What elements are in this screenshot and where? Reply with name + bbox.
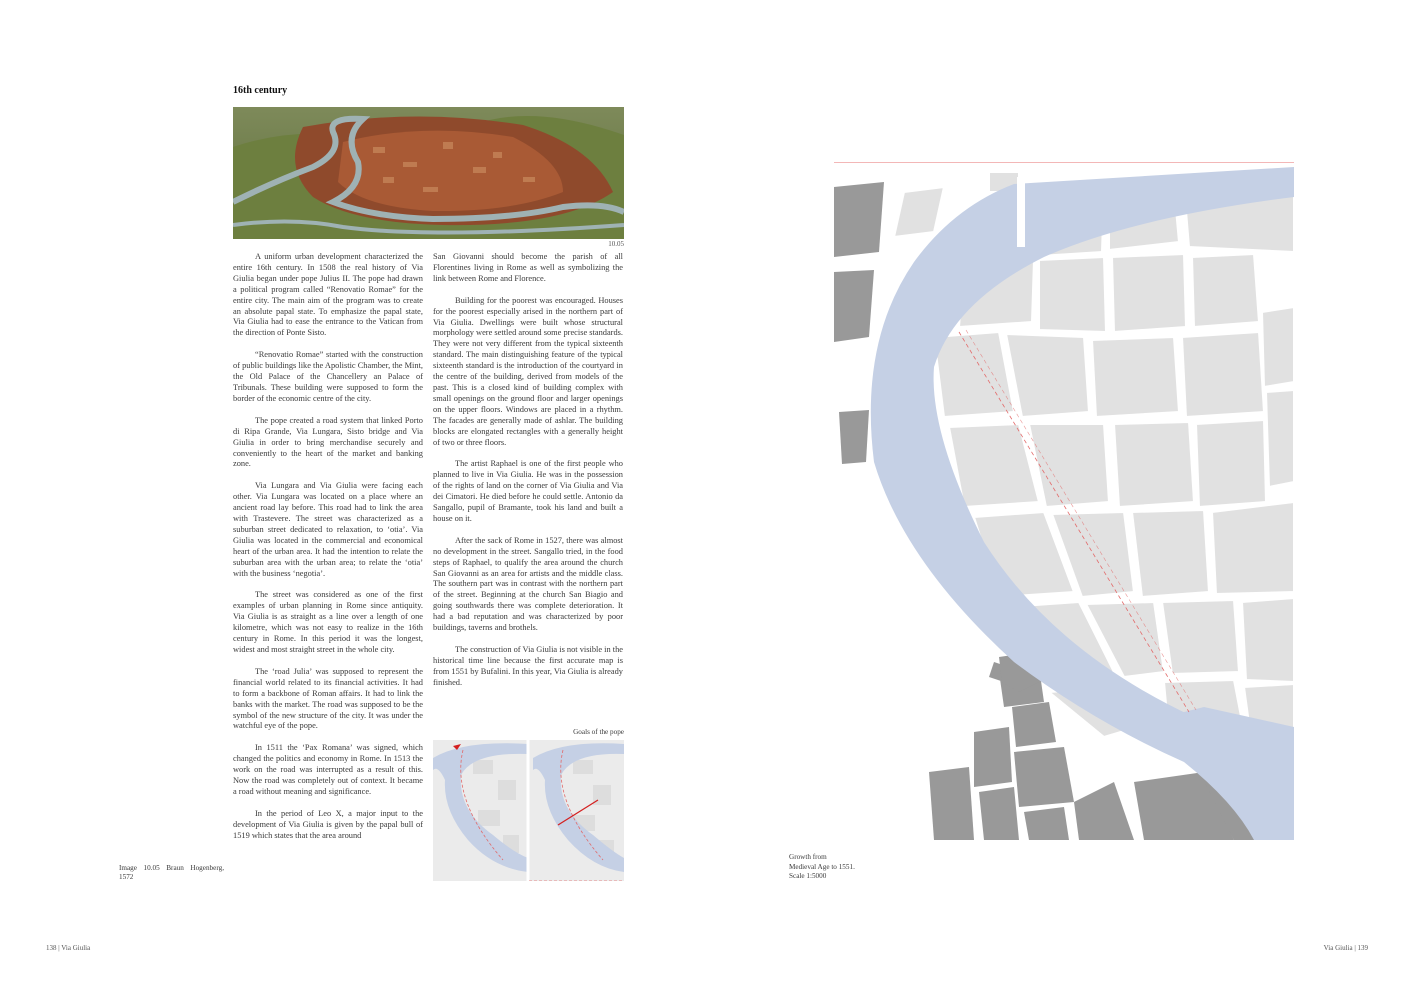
paragraph: Building for the poorest was encouraged. Houses for the poorest especially arised in the northern part of Via Giulia. Dwellings were built whose structural morphology were settled around some precise standards. They were not very different from the typical sixteenth standard. The main distinguishing feature of the typical sixteenth standard is the introduction of the courtyard in the centre of the building, derived from models of the past. This is a closed kind of building complex with small openings on the ground floor and larger openings on the upper floors. Windows are placed in a rhythm. The facades are generally made of ashlar. The building blocks are elongated rectangles with a generally height of two or three floors. [433, 295, 624, 447]
inset-title: Goals of the pope [573, 728, 624, 736]
paragraph: After the sack of Rome in 1527, there was almost no development in the street. Sangallo tried, in the food steps of Raphael, to qualify the area around the church San Giovanni as an area for artists and the middle class. The southern part was in contrast with the northern part of the street. Beginning at the church San Biagio and going southwards there was complete deterioration. It had a bad reputation and was characterized by poor buildings, taverns and brothels. [433, 535, 623, 633]
paragraph: In 1511 the ‘Pax Romana’ was signed, which changed the politics and economy in Rome. In 1513 the work on the road was interrupted as a result of this. Now the road was completely out of context. It became a road without meaning and significance. [233, 743, 423, 796]
paragraph: The street was considered as one of the first examples of urban planning in Rome since antiquity. Via Giulia is as straight as a line over a length of one kilometre, which was not easy to realize in the 16th century in Rome. In this period it was the longest, widest and most straight street in the whole city. [233, 590, 423, 654]
paragraph: Via Lungara and Via Giulia were facing each other. Via Lungara was located on a place where an ancient road lay before. This road had to link the area with Trastevere. The street was characterized as a suburban street dedicated to relaxation, to ‘otia’. Via Giulia was located in the commercial and economical heart of the urban area. It had the intention to relate the suburban area with the urban area; to relate the ‘otia’ with the business ‘negotia’. [233, 481, 423, 578]
text-column-right [433, 252, 623, 700]
growth-map [834, 162, 1294, 840]
paragraph: The ‘road Julia’ was supposed to represent the financial world related to its financial activities. It had to form a backbone of Roman affairs. It had to link the banks with the market. The road was supposed to be the symbol of the new structure of the city. It was under the watchful eye of the pope. [233, 666, 423, 731]
map-caption-line: Medieval Age to 1551. [789, 862, 855, 871]
bridge [1017, 177, 1025, 247]
figure-number: 10.05 [608, 240, 624, 248]
paragraph: A uniform urban development characterized the entire 16th century. In 1508 the real history of Via Giulia began under pope Julius II. The pope had drawn a political program called “Renovatio Romae” for the entire city. The main aim of the program was to create an absolute papal state. To emphasize the papal state, Via Giulia had to ease the entrance to the Vatican from the direction of Ponte Sisto. [233, 252, 423, 338]
paragraph: “Renovatio Romae” started with the construction of public buildings like the Apolistic Chamber, the Mint, the Old Palace of the Chancellery an Palace of Tribunals. These building were supposed to form the border of the economic centre of the city. [233, 350, 423, 403]
paragraph: The pope created a road system that linked Porto di Ripa Grande, Via Lungara, Sisto bridge and Via Giulia in order to bring merchandise securely and conveniently to the heart of the market and banking zone. [233, 415, 423, 469]
section-heading: 16th century [233, 85, 288, 96]
map-caption-line: Scale 1:5000 [789, 872, 827, 880]
page-folio-right: Via Giulia | 139 [1323, 944, 1368, 952]
historical-map-image [233, 107, 624, 239]
map-caption-line: Growth from [789, 853, 827, 861]
image-caption: Image 10.05 Braun Hogenberg, 1572 [119, 864, 224, 881]
page-folio-left: 138 | Via Giulia [46, 944, 91, 952]
paragraph: The artist Raphael is one of the first people who planned to live in Via Giulia. He was in the possession of the rights of land on the corner of Via Giulia and Via dei Cimatori. He died before he could settle. Antonio da Sangallo, pupil of Bramante, took his land and built a house on it. [433, 459, 623, 523]
goals-inset-map [433, 740, 624, 881]
text-column-left [233, 252, 423, 853]
paragraph: In the period of Leo X, a major input to the development of Via Giulia is given by the papal bull of 1519 which states that the area around [233, 808, 423, 840]
paragraph-continuation: San Giovanni should become the parish of all Florentines living in Rome as well as symbolizing the link between Rome and Florence. [433, 252, 623, 283]
map-caption [789, 853, 879, 882]
paragraph: The construction of Via Giulia is not visible in the historical time line because the first accurate map is from 1551 by Bufalini. In this year, Via Giulia is already finished. [433, 645, 623, 687]
